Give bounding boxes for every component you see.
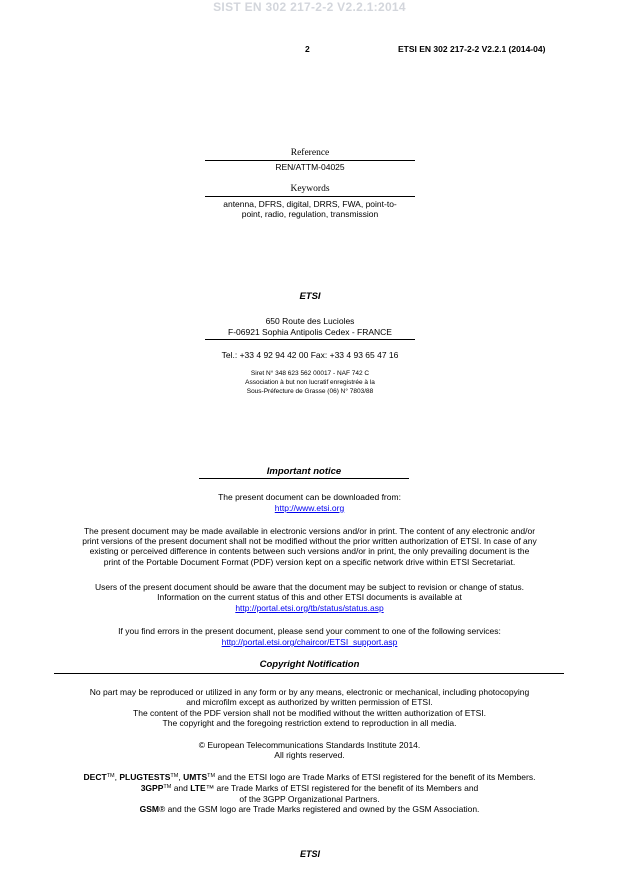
trademark-line-1: DECT™, PLUGTESTS™, UMTS™ and the ETSI logo are Trade Marks of ETSI registered for the benefit of its Members.: [83, 772, 536, 782]
and-text: and: [171, 783, 191, 793]
plugtests-mark: PLUGTESTS: [119, 772, 171, 782]
status-link[interactable]: http://portal.etsi.org/tb/status/status.asp: [235, 603, 384, 613]
important-notice-title: Important notice: [266, 466, 342, 477]
page-number: 2: [305, 44, 310, 54]
tm-sup: TM: [106, 773, 115, 779]
reference-rule: [205, 160, 415, 161]
reference-value: REN/ATTM-04025: [275, 162, 345, 172]
reference-label: Reference: [290, 148, 330, 158]
copyright-line-4: The copyright and the foregoing restriction extend to reproduction in all media.: [162, 718, 457, 728]
trademark-line-4-tail: ® and the GSM logo are Trade Marks registered and owned by the GSM Association.: [158, 804, 480, 814]
3gpp-mark: 3GPP: [140, 783, 164, 793]
dect-mark: DECT: [83, 772, 107, 782]
watermark: SIST EN 302 217-2-2 V2.2.1:2014: [213, 0, 406, 14]
download-link-row: [40, 503, 579, 513]
keywords-rule: [205, 196, 415, 197]
important-notice-rule: [199, 478, 409, 479]
download-link[interactable]: http://www.etsi.org: [274, 503, 345, 513]
notice-para-1-line-2: print versions of the present document shall not be modified without the prior written authorization of ETSI. In case of any: [82, 536, 537, 546]
trademark-line-1-tail: and the ETSI logo are Trade Marks of ETSI registered for the benefit of its Members.: [215, 772, 536, 782]
copyright-line-2: and microfilm except as authorized by written permission of ETSI.: [186, 697, 433, 707]
footer-etsi: ETSI: [299, 849, 320, 859]
notice-para-3: If you find errors in the present document, please send your comment to one of the following services:: [118, 626, 501, 636]
notice-para-1-line-3: existing or perceived difference in contents between such versions and/or in print, the only prevailing document is the: [89, 546, 530, 556]
address-line-1: 650 Route des Lucioles: [265, 316, 355, 326]
copyright-line-1: No part may be reproduced or utilized in any form or by any means, electronic or mechanical, including photocopying: [89, 687, 530, 697]
association-line-2: Sous-Préfecture de Grasse (06) N° 7803/88: [246, 388, 374, 395]
notice-para-2-line-2: Information on the current status of this and other ETSI documents is available at: [157, 592, 462, 602]
keywords-label: Keywords: [290, 184, 330, 194]
tm-sup: TM: [170, 773, 179, 779]
trademark-line-3: of the 3GPP Organizational Partners.: [239, 794, 380, 804]
notice-para-1-line-4: print of the Portable Document Format (PDF) version kept on a specific network drive within ETSI Secretariat.: [103, 557, 516, 567]
notice-para-1-line-1: The present document may be made available in electronic versions and/or in print. The content of any electronic and/or: [83, 526, 536, 536]
copyright-line-5: © European Telecommunications Standards Institute 2014.: [198, 740, 421, 750]
trademark-line-4: [40, 804, 579, 814]
support-link-row: [40, 637, 579, 647]
tm-sup: TM: [163, 784, 172, 790]
keywords-line-1: antenna, DFRS, digital, DRRS, FWA, point-to-: [223, 199, 397, 209]
association-line-1: Association à but non lucratif enregistrée à la: [245, 379, 375, 386]
trademark-line-2: [40, 783, 579, 793]
siret: Siret N° 348 623 562 00017 - NAF 742 C: [250, 370, 370, 377]
tm-sup: TM: [207, 773, 216, 779]
lte-mark: LTE: [190, 783, 206, 793]
tel-fax: Tel.: +33 4 92 94 42 00 Fax: +33 4 93 65 47 16: [221, 350, 399, 360]
trademark-line-2-tail: ™ are Trade Marks of ETSI registered for the benefit of its Members and: [205, 783, 479, 793]
copyright-line-3: The content of the PDF version shall not be modified without the written authorization of ETSI.: [133, 708, 486, 718]
support-link[interactable]: http://portal.etsi.org/chaircor/ETSI_support.asp: [221, 637, 398, 647]
copyright-rule: [54, 673, 564, 674]
gsm-mark: GSM: [139, 804, 159, 814]
keywords-line-2: point, radio, regulation, transmission: [241, 209, 379, 219]
copyright-line-6: All rights reserved.: [274, 750, 345, 760]
notice-para-2-line-1: Users of the present document should be aware that the document may be subject to revision or change of status.: [94, 582, 525, 592]
umts-mark: UMTS: [183, 772, 208, 782]
status-link-row: [40, 603, 579, 613]
download-text: The present document can be downloaded from:: [218, 492, 401, 502]
etsi-title: ETSI: [299, 291, 321, 302]
document-id: ETSI EN 302 217-2-2 V2.2.1 (2014-04): [398, 44, 546, 54]
address-line-2: F-06921 Sophia Antipolis Cedex - FRANCE: [228, 327, 392, 337]
copyright-title: Copyright Notification: [259, 659, 360, 670]
address-rule: [205, 339, 415, 340]
